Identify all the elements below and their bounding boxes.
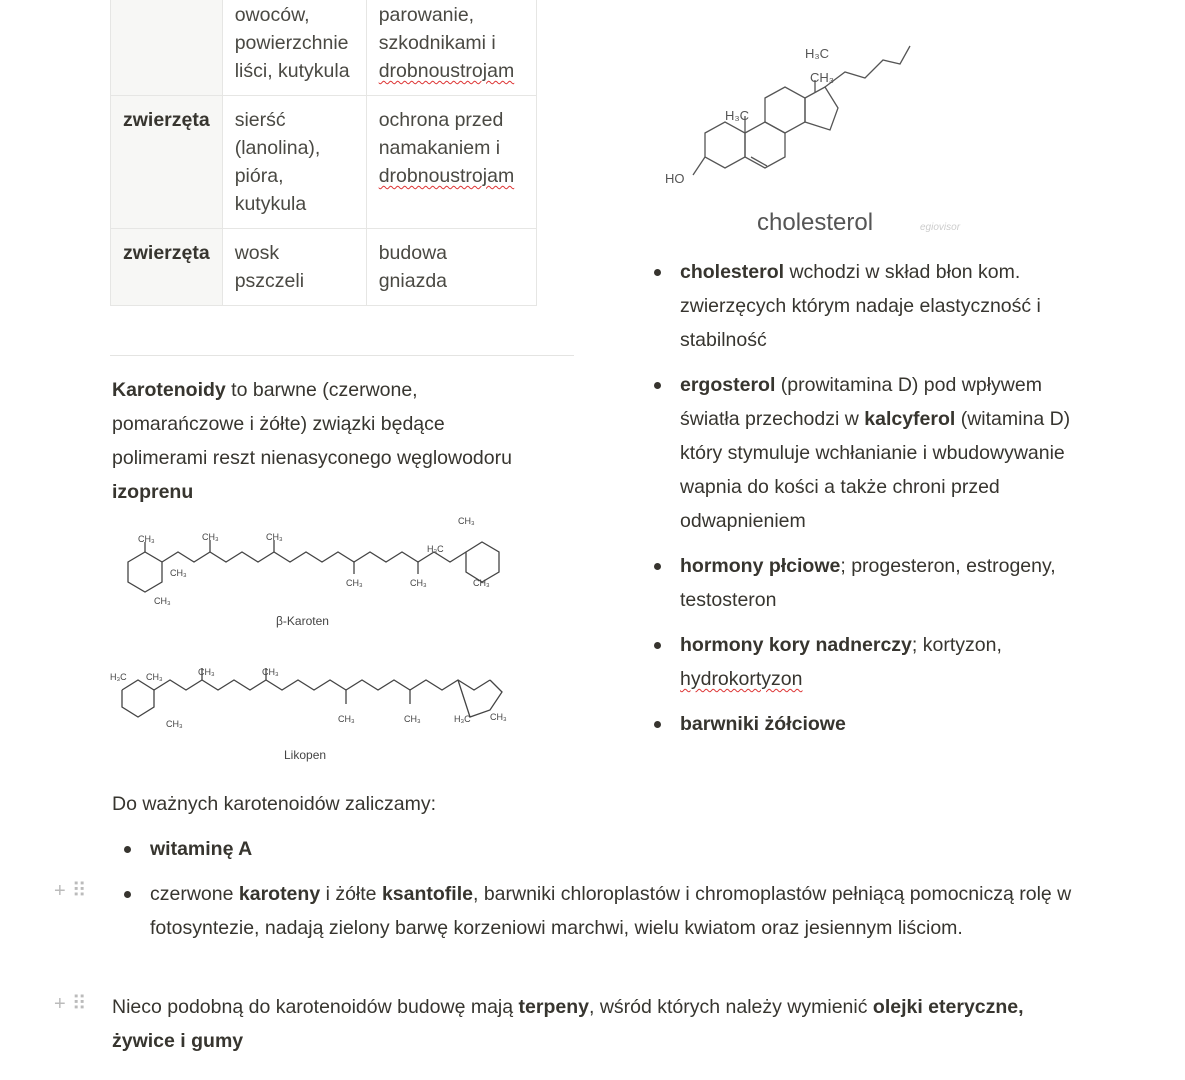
text: (witamina D) który stymuluje wchłanianie i wbudowywanie wapnia do kości a także chroni przed odwapnieniem [680, 408, 1071, 532]
list-item [652, 628, 1102, 696]
function-cell [366, 229, 536, 306]
label: H₃C [725, 108, 750, 123]
cell-text: parowanie, [378, 4, 475, 26]
cell-text: ochrona przed [378, 109, 504, 131]
drag-handle-icon[interactable]: ⠿ [71, 880, 93, 902]
table-row [111, 229, 537, 306]
text: , wśród których należy wymienić [588, 996, 873, 1018]
function-cell [366, 96, 536, 229]
label: CH₃ [138, 534, 155, 544]
bold-text: hormony kory nadnerczy [680, 634, 912, 656]
label: CH₃ [198, 667, 215, 677]
steroid-list [652, 255, 1102, 741]
label: CH₃ [170, 568, 187, 578]
bold-text: witaminę A [150, 838, 253, 860]
cell-text: liści, kutykula [234, 60, 350, 82]
material-cell [222, 96, 366, 229]
text: , barwniki chloroplastów i chromoplastów pełniącą pomocniczą rolę w fotosyntezie, nadają zielony barwę korzeniowi marchwi, wielu kwiatom oraz jesiennym liściom. [150, 883, 1072, 939]
label: CH₃ [154, 596, 171, 606]
list-item [652, 707, 1102, 741]
bold-text: karoteny [238, 883, 321, 905]
label: CH₃ [404, 714, 421, 724]
carotenoids-paragraph [112, 373, 512, 509]
text: Nieco podobną do karotenoidów budowę mają [112, 996, 519, 1018]
function-cell [366, 0, 536, 96]
bold-text: ergosterol [680, 374, 776, 396]
table-row [111, 96, 537, 229]
list-item [652, 368, 1102, 538]
cell-text: powierzchnie [234, 32, 349, 54]
misspelled-word: drobnoustrojam [378, 165, 515, 187]
block-handle[interactable] [54, 878, 92, 903]
cell-text: pióra, [234, 165, 284, 187]
beta-ionone-ring [128, 552, 162, 592]
label: CH₃ [146, 672, 163, 682]
label: H₃C [427, 544, 444, 554]
plus-icon[interactable]: + [54, 993, 72, 1015]
plus-icon[interactable]: + [54, 880, 72, 902]
label: CH₃ [410, 578, 427, 588]
bold-text: izoprenu [112, 481, 194, 503]
label: CH₃ [346, 578, 363, 588]
bold-text: olejki eteryczne, żywice i gumy [112, 996, 1024, 1052]
intro-text: Do ważnych karotenoidów zaliczamy: [112, 793, 437, 815]
text: ; kortyzon, [911, 634, 1002, 656]
list-item [652, 549, 1102, 617]
label: CH₃ [338, 714, 355, 724]
cell-text: (lanolina), [234, 137, 321, 159]
block-handle[interactable] [54, 991, 92, 1016]
watermark: egiovisor [920, 222, 961, 233]
bold-text: kalcyferol [864, 408, 956, 430]
coverings-table [110, 0, 537, 306]
cell-text: namakaniem i [378, 137, 501, 159]
beta-carotene-caption: β-Karoten [276, 614, 329, 628]
bold-text: barwniki żółciowe [680, 713, 846, 735]
list-item [122, 832, 1112, 866]
cell-text: gniazda [378, 270, 448, 292]
bold-text: ksantofile [381, 883, 473, 905]
material-cell [222, 0, 366, 96]
label: H₃C [454, 714, 471, 724]
cell-text: owoców, [234, 4, 310, 26]
list-item [122, 877, 1112, 945]
label: CH₃ [202, 532, 219, 542]
text: (prowitamina D) pod wpływem światła przechodzi w [680, 374, 1042, 430]
terpenes-paragraph [112, 990, 1072, 1058]
label: CH₃ [262, 667, 279, 677]
cell-text: kutykula [234, 193, 307, 215]
text: wchodzi w skład błon kom. zwierzęcych którym nadaje elastyczność i stabilność [680, 261, 1041, 351]
label: CH₃ [458, 516, 475, 526]
text: to barwne (czerwone, pomarańczowe i żółte) związki będące polimerami reszt nienasyconego węglowodoru [112, 379, 512, 469]
label: CH₃ [810, 70, 835, 85]
bold-text: hormony płciowe [680, 555, 841, 577]
cell-text: sierść [234, 109, 286, 131]
text: czerwone [150, 883, 239, 905]
list-item [652, 255, 1102, 357]
text: ; progesteron, estrogeny, testosteron [680, 555, 1056, 611]
cell-text: budowa [378, 242, 448, 264]
label: HO [665, 171, 685, 186]
drag-handle-icon[interactable]: ⠿ [71, 993, 93, 1015]
group-cell [111, 0, 223, 96]
cholesterol-figure [655, 20, 1005, 245]
cell-text: szkodnikami i [378, 32, 496, 54]
bold-text: Karotenoidy [112, 379, 226, 401]
lycopene-caption: Likopen [284, 748, 327, 762]
label: CH₃ [266, 532, 283, 542]
label: CH₃ [473, 578, 490, 588]
divider [110, 355, 574, 356]
label: CH₃ [490, 712, 507, 722]
label: H₃C [110, 672, 127, 682]
label: H₃C [805, 46, 830, 61]
misspelled-word: hydrokortyzon [680, 668, 803, 690]
cholesterol-caption: cholesterol [757, 209, 874, 236]
group-cell: zwierzęta [111, 229, 223, 306]
bold-text: cholesterol [680, 261, 785, 283]
material-cell: wosk pszczeli [222, 229, 366, 306]
carotene-lycopene-figure [110, 512, 530, 772]
table-row [111, 0, 537, 96]
carotenoid-list [122, 832, 1112, 945]
text: i żółte [320, 883, 382, 905]
label: CH₃ [166, 719, 183, 729]
group-cell: zwierzęta [111, 96, 223, 229]
misspelled-word: drobnoustrojam [378, 60, 515, 82]
ring-right [466, 542, 499, 582]
bold-text: terpeny [518, 996, 589, 1018]
